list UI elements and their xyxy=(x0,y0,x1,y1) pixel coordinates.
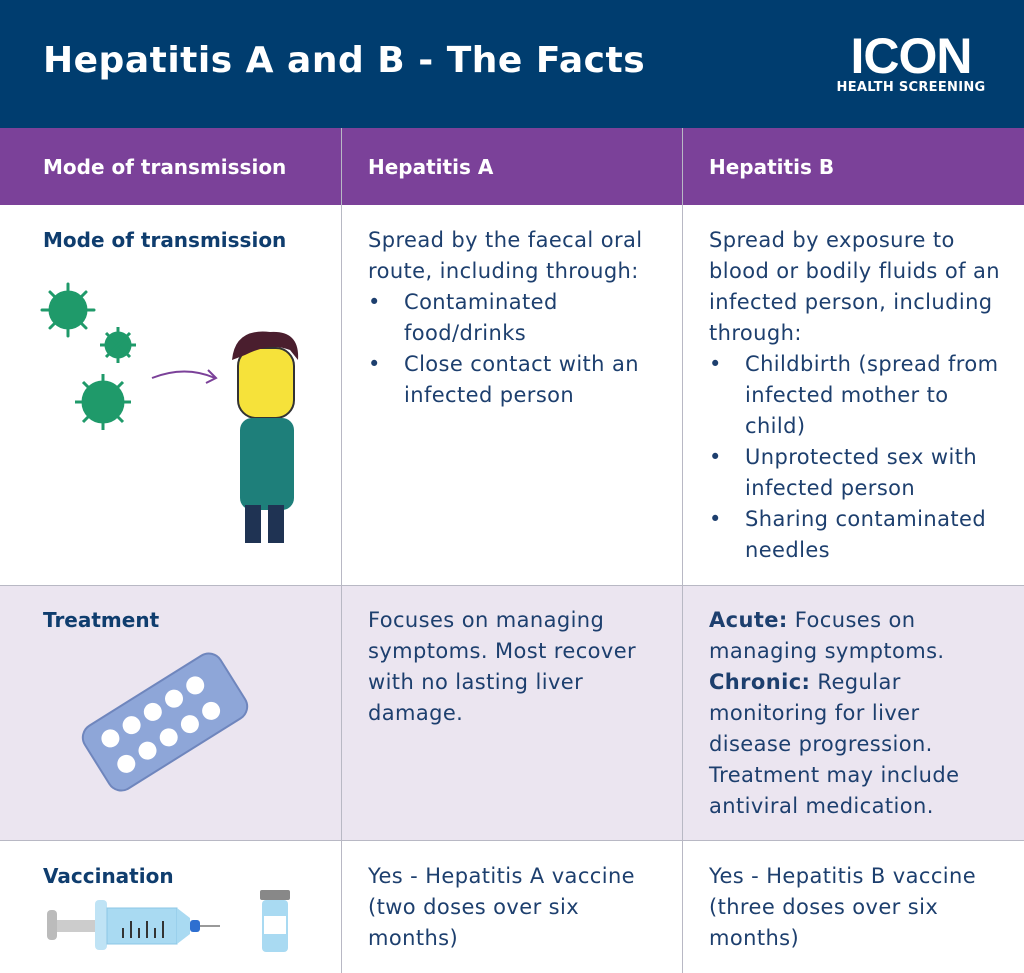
divider xyxy=(0,585,1024,586)
column-header: Hepatitis A xyxy=(368,155,494,179)
row-title: Mode of transmission xyxy=(43,228,287,252)
row-title: Vaccination xyxy=(43,864,174,888)
logo-subtitle: HEALTH SCREENING xyxy=(836,80,986,95)
chronic-text: Regular monitoring for liver disease progression. Treatment may include antiviral medication. xyxy=(709,670,960,818)
list-item: • Close contact with an infected person xyxy=(368,349,678,411)
virus-icon xyxy=(42,284,136,430)
cell-text: Spread by the faecal oral route, including through: xyxy=(368,228,643,283)
divider xyxy=(341,128,342,973)
list-item: • Sharing contaminated needles xyxy=(709,504,1009,566)
hep-a-treatment: Focuses on managing symptoms. Most recover with no lasting liver damage. xyxy=(368,608,637,725)
hep-a-vaccination: Yes - Hepatitis A vaccine (two doses over six months) xyxy=(368,864,635,950)
syringe-icon xyxy=(47,900,220,950)
arrow-icon xyxy=(152,372,215,379)
chronic-label: Chronic: xyxy=(709,670,811,694)
person-icon xyxy=(232,332,298,543)
divider xyxy=(682,128,683,973)
cell-text: Spread by exposure to blood or bodily fluids of an infected person, including through: xyxy=(709,228,1000,345)
acute-text: Focuses on managing symptoms. xyxy=(709,608,945,663)
divider xyxy=(0,840,1024,841)
logo xyxy=(836,28,986,95)
syringe-vial-icon xyxy=(45,888,305,963)
column-header: Hepatitis B xyxy=(709,155,835,179)
hep-a-transmission xyxy=(368,225,678,411)
hep-b-treatment xyxy=(709,605,999,822)
acute-label: Acute: xyxy=(709,608,788,632)
hep-b-transmission xyxy=(709,225,1009,566)
row-title: Treatment xyxy=(43,608,160,632)
table-header-row xyxy=(0,128,1024,205)
list-item: • Unprotected sex with infected person xyxy=(709,442,1009,504)
header xyxy=(0,0,1024,128)
pill-blister-icon xyxy=(75,645,255,800)
list-item: • Contaminated food/drinks xyxy=(368,287,678,349)
virus-person-illustration xyxy=(30,280,310,550)
hep-b-vaccination: Yes - Hepatitis B vaccine (three doses over six months) xyxy=(709,864,977,950)
page-title: Hepatitis A and B - The Facts xyxy=(43,40,646,81)
list-item: • Childbirth (spread from infected mother to child) xyxy=(709,349,1009,442)
logo-word: ICON xyxy=(850,28,972,84)
vaccine-vial-icon xyxy=(260,890,290,952)
column-header: Mode of transmission xyxy=(43,155,287,179)
